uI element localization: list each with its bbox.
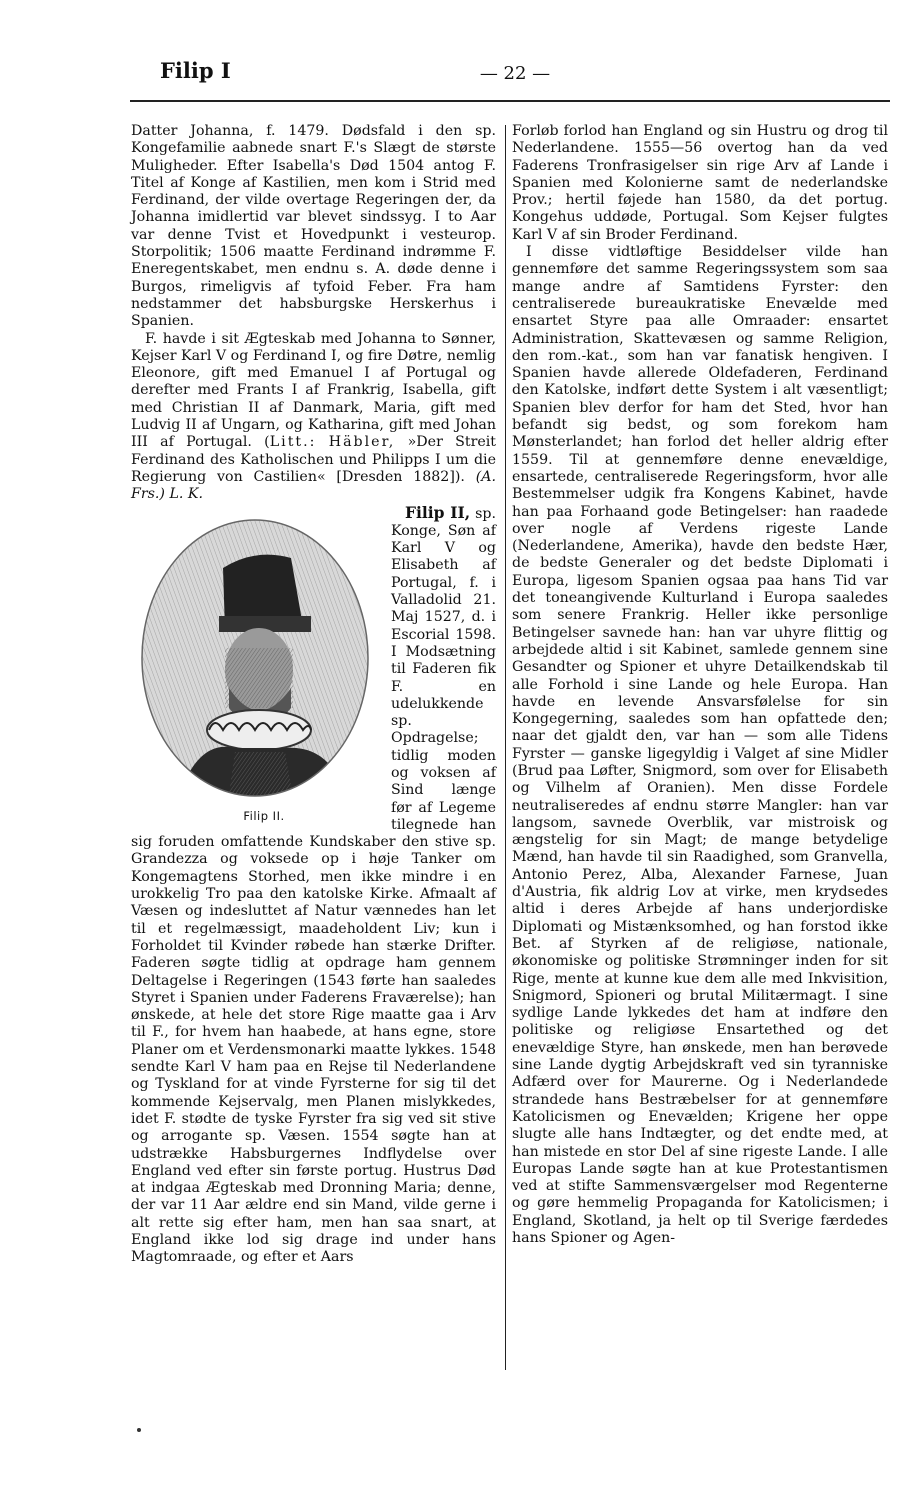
entry-headword-filip-ii: Filip II,: [405, 502, 471, 522]
left-column: [131, 123, 496, 1267]
literature-reference: »Der Streit Ferdinand des Katholischen und Philipps I um die Regierung von Castilien« [Dresden 1882]).: [131, 434, 497, 485]
portrait-figure: [131, 508, 383, 830]
portrait-caption: Filip II.: [243, 808, 285, 823]
paragraph-reign-start: Forløb forlod han England og sin Hustru og drog til Nederlandene. 1555—56 overtog han da ved Faderens Tronfrasigelser sin rige Arv af Lande i Spanien med Kolonierne samt de nederlandske Prov.; hertil føjede han 1580, da det portug. Kongehus uddøde, Portugal. Som Kejser fulgtes Karl V af sin Broder Ferdinand.: [512, 123, 888, 243]
right-column: [512, 123, 888, 1247]
paragraph-filip-ii: [131, 504, 496, 1267]
author-signature: (A. Frs.) L. K.: [131, 468, 496, 503]
column-divider: [505, 125, 506, 1370]
running-head-title: Filip I: [160, 58, 231, 83]
paragraph-filip-i-children: [131, 331, 496, 504]
page-number: — 22 —: [479, 63, 551, 84]
portrait-illustration: [135, 508, 375, 800]
children-text: F. havde i sit Ægteskab med Johanna to Sønner, Kejser Karl V og Ferdinand I, og fire Døtre, nemlig Eleonore, gift med Emanuel I af Portugal og derefter med Frants I af Frankrig, Isabella, gift med Christian II af Danmark, Maria, gift med Ludvig II af Ungarn, og Katharina, gift med Johan III af Portugal. (: [131, 330, 496, 451]
paragraph-government-system: I disse vidtløftige Besiddelser vilde han gennemføre det samme Regeringssystem som saa mange andre af Samtidens Fyrster: den centraliserede bureaukratiske Enevælde med ensartet Styre paa alle Omraader: ensartet Administration, Skattevæsen og samme Religion, den rom.-kat., som han var fanatisk hengiven. I Spanien havde allerede Oldefaderen, Ferdinand den Katolske, indført dette System i alt væsentligt; Spanien blev derfor for ham det Sted, hvor han befandt sig bedst, og som forekom ham Mønsterlandet; han forlod det heller aldrig efter 1559. Til at gennemføre denne enevældige, ensartede, centraliserede Regeringsform, hvor alle Bestemmelser udgik fra Kongens Kabinet, havde han paa Forhaand gode Betingelser: han raadede over nogle af Verdens rigeste Lande (Nederlandene, Amerika), havde den bedste Hær, de bedste Generaler og det bedste Diplomati i Europa, ligesom Spanien ogsaa paa hans Tid var det toneangivende Kulturland i Europa saaledes som senere Frankrig. Heller ikke personlige Betingelser savnede han: han var uhyre flittig og arbejdede altid i sit Kabinet, samlede gennem sine Gesandter og Spioner et uhyre Detailkendskab til alle Forhold i sine Lande og hele Europa. Han havde en levende Ansvarsfølelse for sin Kongegerning, saaledes som han opfattede den; naar det gjaldt den, var han — som alle Tidens Fyrster — ganske ligegyldig i Valget af sine Midler (Brud paa Løfter, Snigmord, som over for Elisabeth og Vilhelm af Oranien). Men disse Fordele neutraliseredes af endnu større Mangler: han var langsom, savnede Overblik, var mistroisk og ængstelig for sin Magt; de mange betydelige Mænd, han havde til sin Raadighed, som Granvella, Antonio Perez, Alba, Alexander Farnese, Juan d'Austria, fik aldrig Lov at virke, men krydsedes altid i deres Arbejde af hans underjordiske Diplomati og Mistænksomhed, og han forstod ikke Bet. af Styrken af de religiøse, nationale, økonomiske og politiske Strømninger inden for sit Rige, mente at kunne kue dem alle med Inkvisition, Snigmord, Spioneri og brutal Militærmagt. I sine sydlige Lande lykkedes det ham at indføre den politiske og religiøse Ensartethed og det enevældige Styre, han ønskede, men han berøvede sine Lande dygtig Arbejdskraft ved sin tyranniske Adfærd over for Maurerne. Og i Nederlandede strandede hans Bestræbelser for at gennemføre Katolicismen og Enevælden; Krigene her oppe slugte alle hans Indtægter, og det endte med, at han mistede en stor Del af sine rigeste Lande. I alle Europas Lande søgte han at kue Protestantismen ved at stifte Sammensværgelser mod Regenterne og gøre hemmelig Propaganda for Katolicismen; i England, Skotland, ja helt op til Sverige færdedes hans Spioner og Agen-: [512, 244, 888, 1246]
print-speck: [137, 1428, 141, 1432]
header-rule: [130, 100, 890, 102]
entry-text-body: sp. Konge, Søn af Karl V og Elisabeth af Portugal, f. i Valladolid 21. Maj 1527, d. i Escorial 1598. I Modsætning til Faderen fik F. en udelukkende sp. Opdragelse; tidlig moden og voksen af Sind længe før af Legeme tilegnede han sig foruden omfattende Kundskaber den stive sp. Grandezza og voksede op i høje Tanker om Kongemagtens Storhed, men ikke mindre i en urokkelig Tro paa den katolske Kirke. Afmaalt af Væsen og indesluttet af Natur vænnedes han let til et regelmæssigt, maadeholdent Liv; kun i Forholdet til Kvinder røbede han stærke Drifter. Faderen søgte tidlig at opdrage ham gennem Deltagelse i Regeringen (1543 førte han saaledes Styret i Spanien under Faderens Fraværelse); han ønskede, at hele det store Rige maatte gaa i Arv til F., for hvem han haabede, at hans egne, store Planer om et Verdensmonarki maatte lykkes. 1548 sendte Karl V ham paa en Rejse til Nederlandene og Tyskland for at vinde Fyrsterne for sig til det kommende Kejservalg, men Planen mislykkedes, idet F. stødte de tyske Fyrster fra sig ved sit stive og arrogante sp. Væsen. 1554 søgte han at udstrække Habsburgernes Indflydelse over England ved efter sin første portug. Hustrus Død at indgaa Ægteskab med Dronning Maria; denne, der var 11 Aar ældre end sin Mand, vilde gerne i alt rette sig efter ham, men han saa snart, at England ikke lod sig drage ind under hans Magtomraade, og efter et Aars: [131, 505, 496, 1266]
literature-author: Häbler,: [328, 434, 396, 451]
literature-label: Litt.:: [269, 434, 317, 451]
entry-text-filip-ii: [131, 506, 496, 1266]
paragraph-filip-i-continued: Datter Johanna, f. 1479. Dødsfald i den sp. Kongefamilie aabnede snart F.'s Slægt de største Muligheder. Efter Isabella's Død 1504 antog F. Titel af Konge af Kastilien, men kom i Strid med Ferdinand, der vilde overtage Regeringen der, da Johanna imidlertid var blevet sindssyg. I to Aar var denne Tvist et Hovedpunkt i vesteurop. Storpolitik; 1506 maatte Ferdinand indrømme F. Eneregentskabet, men endnu s. A. døde denne i Burgos, rimeligvis af tyfoid Feber. Fra ham nedstammer det habsburgske Herskerhus i Spanien.: [131, 123, 496, 330]
